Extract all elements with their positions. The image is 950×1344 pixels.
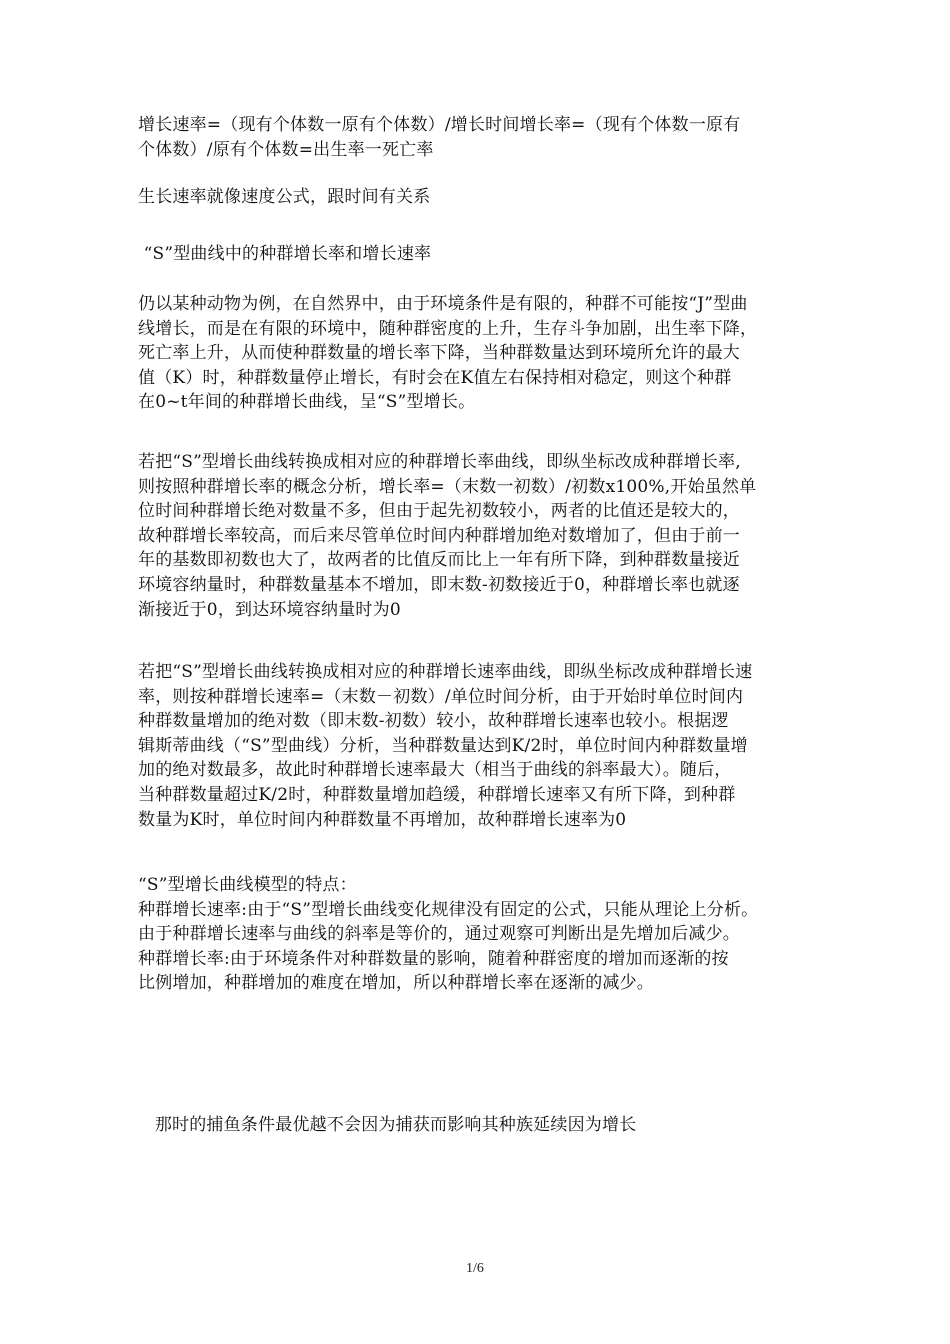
paragraph-s-curve-description: 仍以某种动物为例，在自然界中，由于环境条件是有限的，种群不可能按“J”型曲 线增长，而是在有限的环境中，随种群密度的上升，生存斗争加剧，出生率下降， 死亡率上升，从而使种群数量的增长率下降，当种群数量达到环境所允许的最大 值（K）时，种群数量停止增长，有时会在K值左右保持相对稳定，则这个种群 在0~t年间的种群增长曲线，呈“S”型增长。 bbox=[138, 294, 758, 413]
page-number: 1/6 bbox=[466, 1261, 484, 1276]
section-heading-s-curve: “S”型曲线中的种群增长率和增长速率 bbox=[138, 244, 432, 264]
paragraph-s-curve-features: “S”型增长曲线模型的特点： 种群增长速率:由于“S”型增长曲线变化规律没有固定的公式，只能从理论上分析。 由于种群增长速率与曲线的斜率是等价的，通过观察可判断出是先增加后减少。 种群增长率:由于环境条件对种群数量的影响，随着种群密度的增加而逐渐的按 比例增加，种群增加的难度在增加，所以种群增长率在逐渐的减少。 bbox=[138, 875, 759, 994]
paragraph-fishing-note: 那时的捕鱼条件最优越不会因为捕获而影响其种族延续因为增长 bbox=[138, 1115, 637, 1135]
paragraph-growth-rate-curve: 若把“S”型增长曲线转换成相对应的种群增长率曲线，即纵坐标改成种群增长率, 则按照种群增长率的概念分析，增长率=（末数一初数）/初数x100%,开始虽然单 位时间种群增长绝对数量不多，但由于起先初数较小，两者的比值还是较大的， 故种群增长率较高，而后来尽管单位时间内种群增加绝对数增加了，但由于前一 年的基数即初数也大了，故两者的比值反而比上一年有所下降，到种群数量接近 环境容纳量时，种群数量基本不增加，即末数-初数接近于0，种群增长率也就逐 渐接近于0，到达环境容纳量时为0 bbox=[138, 452, 757, 620]
paragraph-growth-speed-curve: 若把“S”型增长曲线转换成相对应的种群增长速率曲线，即纵坐标改成种群增长速 率，则按种群增长速率=（末数－初数）/单位时间分析，由于开始时单位时间内 种群数量增加的绝对数（即末数-初数）较小，故种群增长速率也较小。根据逻 辑斯蒂曲线（“S”型曲线）分析，当种群数量达到K/2时，单位时间内种群数量增 加的绝对数最多，故此时种群增长速率最大（相当于曲线的斜率最大）。随后， 当种群数量超过K/2时，种群数量增加趋缓，种群增长速率又有所下降，到种群 数量为K时，单位时间内种群数量不再增加，故种群增长速率为0 bbox=[138, 662, 753, 830]
paragraph-growth-formulas: 增长速率=（现有个体数一原有个体数）/增长时间增长率=（现有个体数一原有 个体数）/原有个体数=出生率一死亡率 bbox=[138, 115, 741, 160]
paragraph-growth-speed-note: 生长速率就像速度公式，跟时间有关系 bbox=[138, 187, 431, 207]
